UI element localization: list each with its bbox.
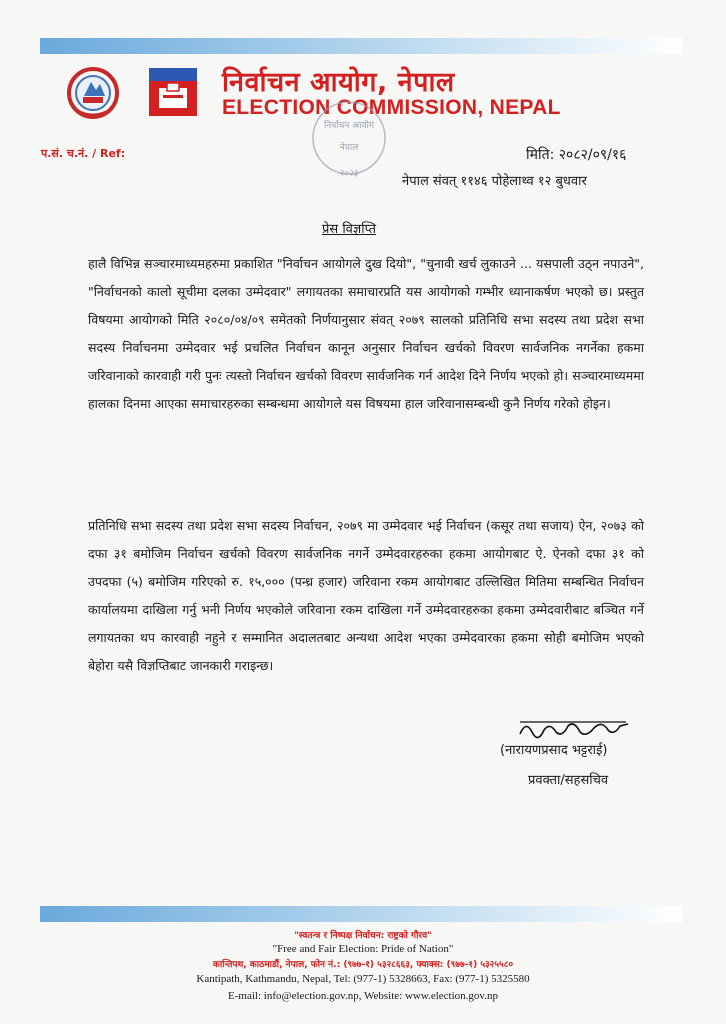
handwritten-signature bbox=[516, 716, 634, 742]
footer-motto-english: "Free and Fair Election: Pride of Nation" bbox=[272, 943, 454, 955]
stamp-text-commission: निर्वाचन आयोग bbox=[323, 121, 375, 131]
reference-label: प.सं. च.नं. / Ref: bbox=[41, 147, 126, 160]
signatory-name: (नारायणप्रसाद भट्टराई) bbox=[500, 743, 608, 758]
footer-contact: E-mail: info@election.gov.np, Website: www.election.gov.np bbox=[228, 990, 498, 1002]
commission-title-english: ELECTION COMMISSION, NEPAL bbox=[222, 96, 561, 119]
commission-title-nepali: निर्वाचन आयोग, नेपाल bbox=[222, 67, 455, 98]
body-paragraph-1: हालै विभिन्न सञ्चारमाध्यमहरुमा प्रकाशित "निर्वाचन आयोगले दुख दियो", "चुनावी खर्च लुकाउने ... यसपाली उठ्न नपाउने", "निर्वाचनको कालो सूचीमा दलका उम्मेदवार" लगायतका समाचारप्रति यस आयोगको गम्भीर ध्यानाकर्षण भएको छ। प्रस्तुत विषयमा आयोगको मिति २०८०/०४/०९ समेतको निर्णयानुसार संवत् २०७९ सालको प्रतिनिधि सभा सदस्य तथा प्रदेश सभा सदस्य निर्वाचनमा उम्मेदवार भई प्रचलित निर्वाचन कानून अनुसार निर्वाचन खर्चको विवरण सार्वजनिक नगर्नेका हकमा जरिवानाको कारवाही गरी पुनः त्यस्तो निर्वाचन खर्चको विवरण सार्वजनिक गर्न आदेश दिने निर्णय भएको हो। सञ्चारमाध्यममा हालका दिनमा आएका समाचारहरुका सम्बन्धमा आयोगले यस विषयमा हाल जरिवानासम्बन्धी कुनै निर्णय गरेको होइन। bbox=[88, 256, 644, 411]
stamp-text-country: नेपाल bbox=[339, 143, 359, 153]
footer-address-english: Kantipath, Kathmandu, Nepal, Tel: (977-1) 5328663, Fax: (977-1) 5325580 bbox=[196, 973, 530, 985]
stamp-text-year: २०२३ bbox=[339, 169, 359, 179]
header-gradient-bar bbox=[40, 38, 682, 54]
press-release-heading: प्रेस विज्ञप्ति bbox=[322, 222, 377, 237]
footer-gradient-bar bbox=[40, 906, 682, 922]
footer-address-nepali: कान्तिपथ, काठमाडौं, नेपाल, फोन नं.: (९७७-१) ५३२८६६३, फ्याक्स: (९७७-१) ५३२५५८० bbox=[212, 960, 514, 970]
nepal-emblem-icon bbox=[66, 66, 120, 120]
signatory-role: प्रवक्ता/सहसचिव bbox=[528, 773, 609, 788]
office-stamp bbox=[308, 98, 390, 186]
document-date: मिति: २०८२/०९/१६ bbox=[526, 147, 627, 163]
body-paragraph-2: प्रतिनिधि सभा सदस्य तथा प्रदेश सभा सदस्य निर्वाचन, २०७९ मा उम्मेदवार भई निर्वाचन (कसूर तथा सजाय) ऐन, २०७३ को दफा ३१ बमोजिम निर्वाचन खर्चको विवरण सार्वजनिक नगर्ने उम्मेदवारहरुका हकमा आयोगबाट ऐ. ऐनको दफा ३१ को उपदफा (५) बमोजिम गरिएको रु. १५,००० (पन्ध्र हजार) जरिवाना रकम आयोगबाट उल्लिखित मितिमा सम्बन्धित निर्वाचन कार्यालयमा दाखिला गर्नु भनी निर्णय भएकोले जरिवाना रकम दाखिला गर्ने उम्मेदवारहरुका हकमा उम्मेदवारीबाट बञ्चित गर्ने लगायतका थप कारवाही नहुने र सम्मानित अदालतबाट अन्यथा आदेश भएका उम्मेदवारका हकमा सोही बमोजिम भएको बेहोरा यसै विज्ञप्तिबाट जानकारी गराइन्छ। bbox=[88, 518, 644, 673]
nepal-samvat-date: नेपाल संवत् ११४६ पोहेलाथ्व १२ बुधवार bbox=[402, 174, 587, 189]
footer-motto-nepali: "स्वतन्त्र र निष्पक्ष निर्वाचन: राष्ट्रको गौरव" bbox=[294, 931, 432, 941]
election-commission-logo-icon bbox=[149, 68, 197, 116]
